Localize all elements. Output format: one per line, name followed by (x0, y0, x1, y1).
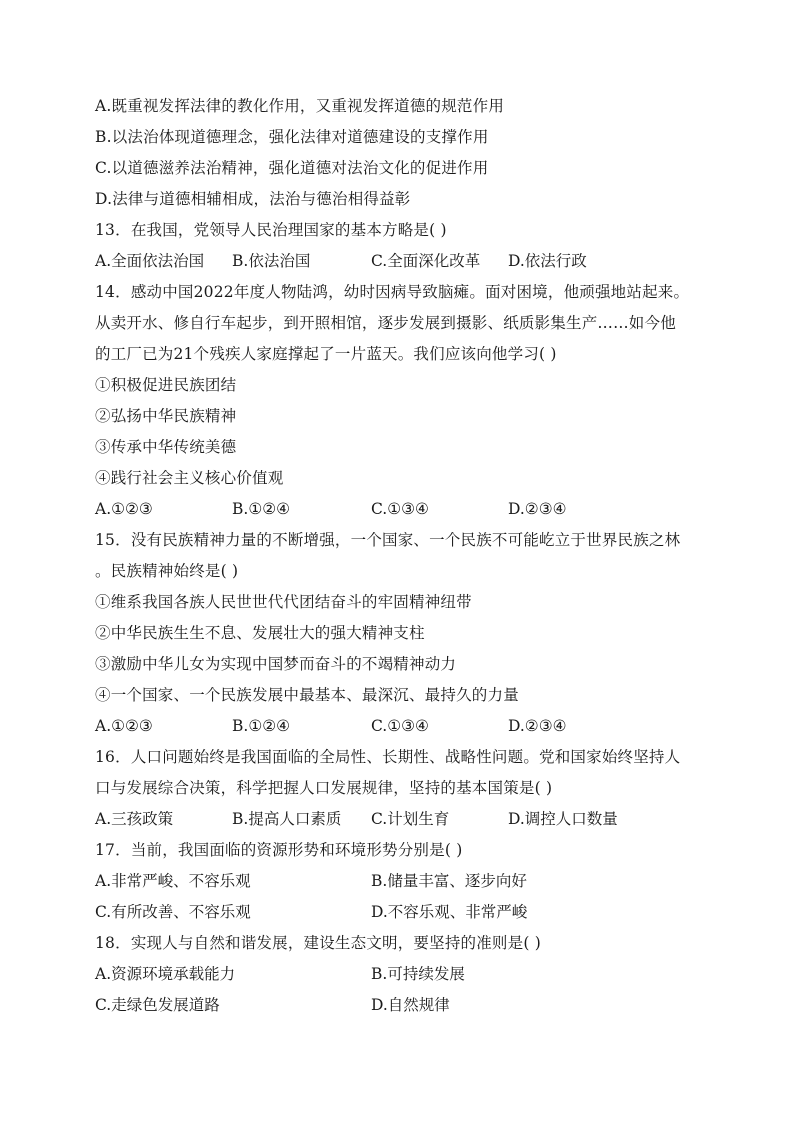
q18-options-row-1 (95, 959, 715, 990)
q15-item-3: ③激励中华儿女为实现中国梦而奋斗的不竭精神动力 (95, 655, 457, 673)
q18-option-d: D.自然规律 (371, 996, 450, 1014)
q14-item-4: ④践行社会主义核心价值观 (95, 469, 284, 487)
q17-option-d: D.不容乐观、非常严峻 (371, 903, 528, 921)
q17-stem: 17．当前，我国面临的资源形势和环境形势分别是( ) (95, 841, 463, 859)
q15-item-4: ④一个国家、一个民族发展中最基本、最深沉、最持久的力量 (95, 686, 519, 704)
q15-options (95, 711, 715, 742)
q13-option-a: A.全面依法治国 (95, 252, 205, 270)
q12-option-a: A.既重视发挥法律的教化作用，又重视发挥道德的规范作用 (95, 97, 505, 115)
q13-option-d: D.依法行政 (508, 252, 587, 270)
q16-option-a: A.三孩政策 (95, 810, 174, 828)
q14-options (95, 494, 715, 525)
q14-stem-line-3: 的工厂已为21个残疾人家庭撑起了一片蓝天。我们应该向他学习( ) (95, 345, 557, 363)
q14-option-b: B.①②④ (232, 500, 291, 518)
q15-option-a: A.①②③ (95, 717, 153, 735)
q14-item-3: ③传承中华传统美德 (95, 438, 237, 456)
q14-stem-line-1: 14．感动中国2022年度人物陆鸿，幼时因病导致脑瘫。面对困境，他顽强地站起来。 (95, 283, 690, 301)
q12-option-d: D.法律与道德相辅相成，法治与德治相得益彰 (95, 190, 411, 208)
q15-item-1: ①维系我国各族人民世世代代团结奋斗的牢固精神纽带 (95, 593, 472, 611)
q15-option-b: B.①②④ (232, 717, 291, 735)
q16-stem-line-1: 16．人口问题始终是我国面临的全局性、长期性、战略性问题。党和国家始终坚持人 (95, 748, 681, 766)
q17-option-b: B.储量丰富、逐步向好 (371, 872, 527, 890)
q17-options-row-2 (95, 897, 715, 928)
q14-stem-line-2: 从卖开水、修自行车起步，到开照相馆，逐步发展到摄影、纸质影集生产……如今他 (95, 314, 676, 332)
q15-stem-line-2: 。民族精神始终是( ) (95, 562, 239, 580)
q15-stem-line-1: 15．没有民族精神力量的不断增强，一个国家、一个民族不可能屹立于世界民族之林 (95, 531, 681, 549)
q14-item-1: ①积极促进民族团结 (95, 376, 237, 394)
q18-options-row-2 (95, 990, 715, 1021)
q16-option-b: B.提高人口素质 (232, 810, 342, 828)
q16-options (95, 804, 715, 835)
q18-stem: 18．实现人与自然和谐发展，建设生态文明，要坚持的准则是( ) (95, 934, 541, 952)
q12-option-b: B.以法治体现道德理念，强化法律对道德建设的支撑作用 (95, 128, 489, 146)
q18-option-a: A.资源环境承载能力 (95, 965, 236, 983)
q18-option-b: B.可持续发展 (371, 965, 465, 983)
q13-stem: 13．在我国，党领导人民治理国家的基本方略是( ) (95, 221, 447, 239)
q16-option-d: D.调控人口数量 (508, 810, 618, 828)
q15-item-2: ②中华民族生生不息、发展壮大的强大精神支柱 (95, 624, 425, 642)
q12-option-c: C.以道德滋养法治精神，强化道德对法治文化的促进作用 (95, 159, 489, 177)
q17-option-c: C.有所改善、不容乐观 (95, 903, 251, 921)
q13-option-c: C.全面深化改革 (371, 252, 481, 270)
q14-option-a: A.①②③ (95, 500, 153, 518)
q14-option-d: D.②③④ (508, 500, 567, 518)
q14-item-2: ②弘扬中华民族精神 (95, 407, 237, 425)
q13-option-b: B.依法治国 (232, 252, 311, 270)
q15-option-d: D.②③④ (508, 717, 567, 735)
q18-option-c: C.走绿色发展道路 (95, 996, 220, 1014)
q16-option-c: C.计划生育 (371, 810, 450, 828)
exam-page (95, 91, 715, 1021)
q17-option-a: A.非常严峻、不容乐观 (95, 872, 251, 890)
q17-options-row-1 (95, 866, 715, 897)
q15-option-c: C.①③④ (371, 717, 429, 735)
q14-option-c: C.①③④ (371, 500, 429, 518)
q16-stem-line-2: 口与发展综合决策，科学把握人口发展规律，坚持的基本国策是( ) (95, 779, 553, 797)
q13-options (95, 246, 715, 277)
